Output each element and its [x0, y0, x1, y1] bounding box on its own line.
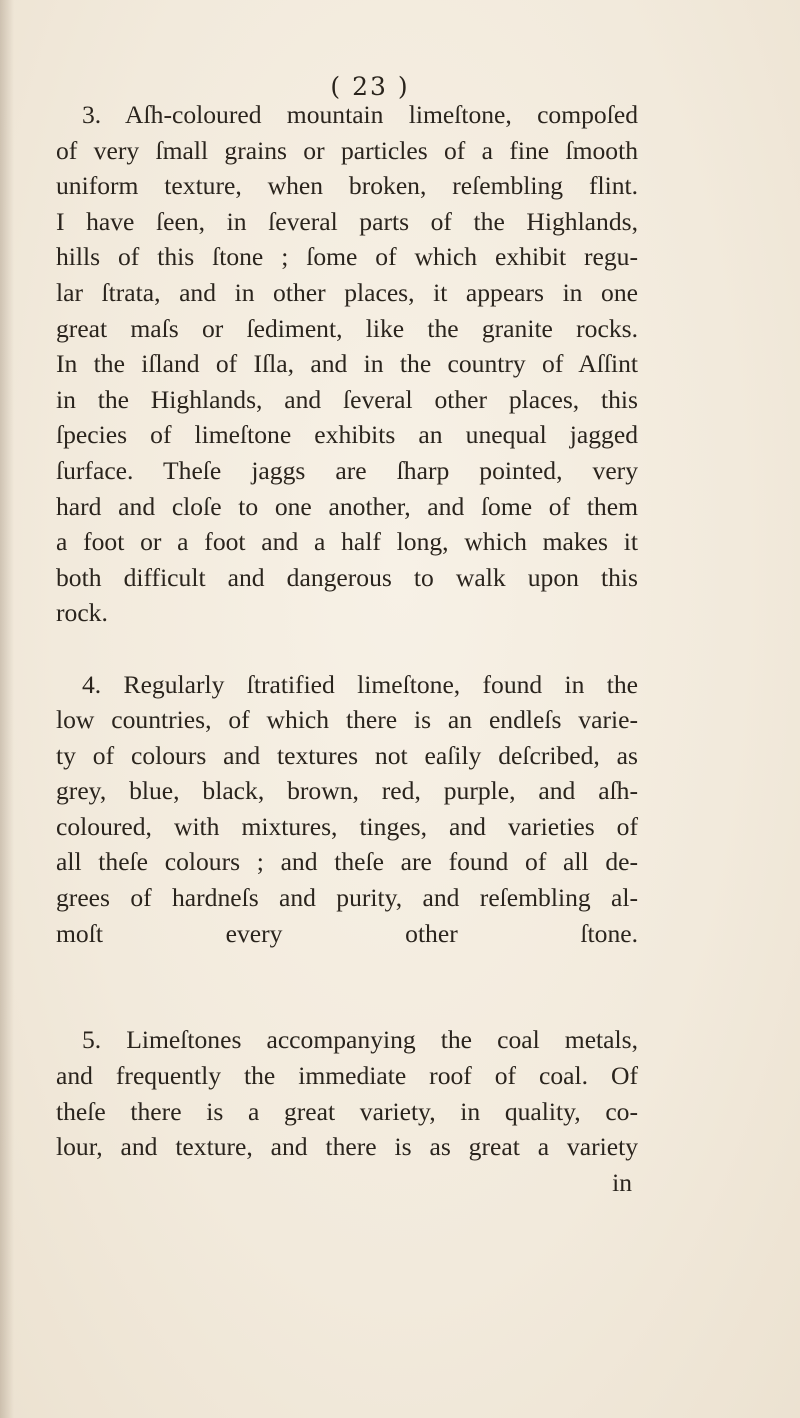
paragraph-gap: [56, 631, 638, 667]
paragraph-5: [56, 1022, 638, 1200]
text-line: and frequently the immediate roof of coal. Of: [56, 1061, 638, 1091]
page-body: [56, 97, 638, 1200]
text-line: ty of colours and textures not eaſily deſcribed, as: [56, 740, 638, 770]
text-line: hard and cloſe to one another, and ſome of them: [56, 491, 638, 521]
gutter-shadow: [0, 0, 14, 1418]
text-line: grey, blue, black, brown, red, purple, and aſh-: [56, 776, 638, 806]
page-number: ( 23 ): [330, 72, 410, 101]
text-line: I have ſeen, in ſeveral parts of the Highlands,: [56, 206, 638, 236]
text-line: grees of hardneſs and purity, and reſembling al-: [56, 883, 638, 913]
text-line: moſt every other ſtone.: [56, 918, 638, 948]
text-line: uniform texture, when broken, reſembling flint.: [56, 171, 638, 201]
catchword: in: [612, 1167, 632, 1197]
text-line: in the Highlands, and ſeveral other places, this: [56, 384, 638, 414]
paragraph-3: [56, 97, 638, 631]
text-line: 3. Aſh-coloured mountain limeſtone, compoſed: [82, 100, 638, 129]
text-line: ſpecies of limeſtone exhibits an unequal jagged: [56, 420, 638, 450]
text-line: theſe there is a great variety, in quality, co-: [56, 1096, 638, 1126]
text-line: lour, and texture, and there is as great a variety: [56, 1132, 638, 1162]
paragraph-4: [56, 667, 638, 987]
text-line: of very ſmall grains or particles of a fine ſmooth: [56, 135, 638, 165]
text-line: great maſs or ſediment, like the granite rocks.: [56, 313, 638, 343]
text-line: [56, 951, 638, 987]
text-line: low countries, of which there is an endleſs varie-: [56, 705, 638, 735]
text-line: 5. Limeſtones accompanying the coal metals,: [82, 1025, 638, 1055]
text-line: coloured, with mixtures, tinges, and varieties of: [56, 811, 638, 841]
text-line: ſurface. Theſe jaggs are ſharp pointed, very: [56, 455, 638, 485]
paragraph-gap: [56, 987, 638, 1023]
text-line: all theſe colours ; and theſe are found of all de-: [56, 847, 638, 877]
text-line: lar ſtrata, and in other places, it appears in one: [56, 277, 638, 307]
text-line: rock.: [56, 598, 108, 628]
text-line: 4. Regularly ſtratified limeſtone, found in the: [82, 669, 638, 699]
text-line: hills of this ſtone ; ſome of which exhibit regu-: [56, 242, 638, 272]
text-line: a foot or a foot and a half long, which makes it: [56, 527, 638, 557]
text-line: In the iſland of Iſla, and in the country of Aſſint: [56, 349, 638, 379]
text-line: both difficult and dangerous to walk upon this: [56, 562, 638, 592]
